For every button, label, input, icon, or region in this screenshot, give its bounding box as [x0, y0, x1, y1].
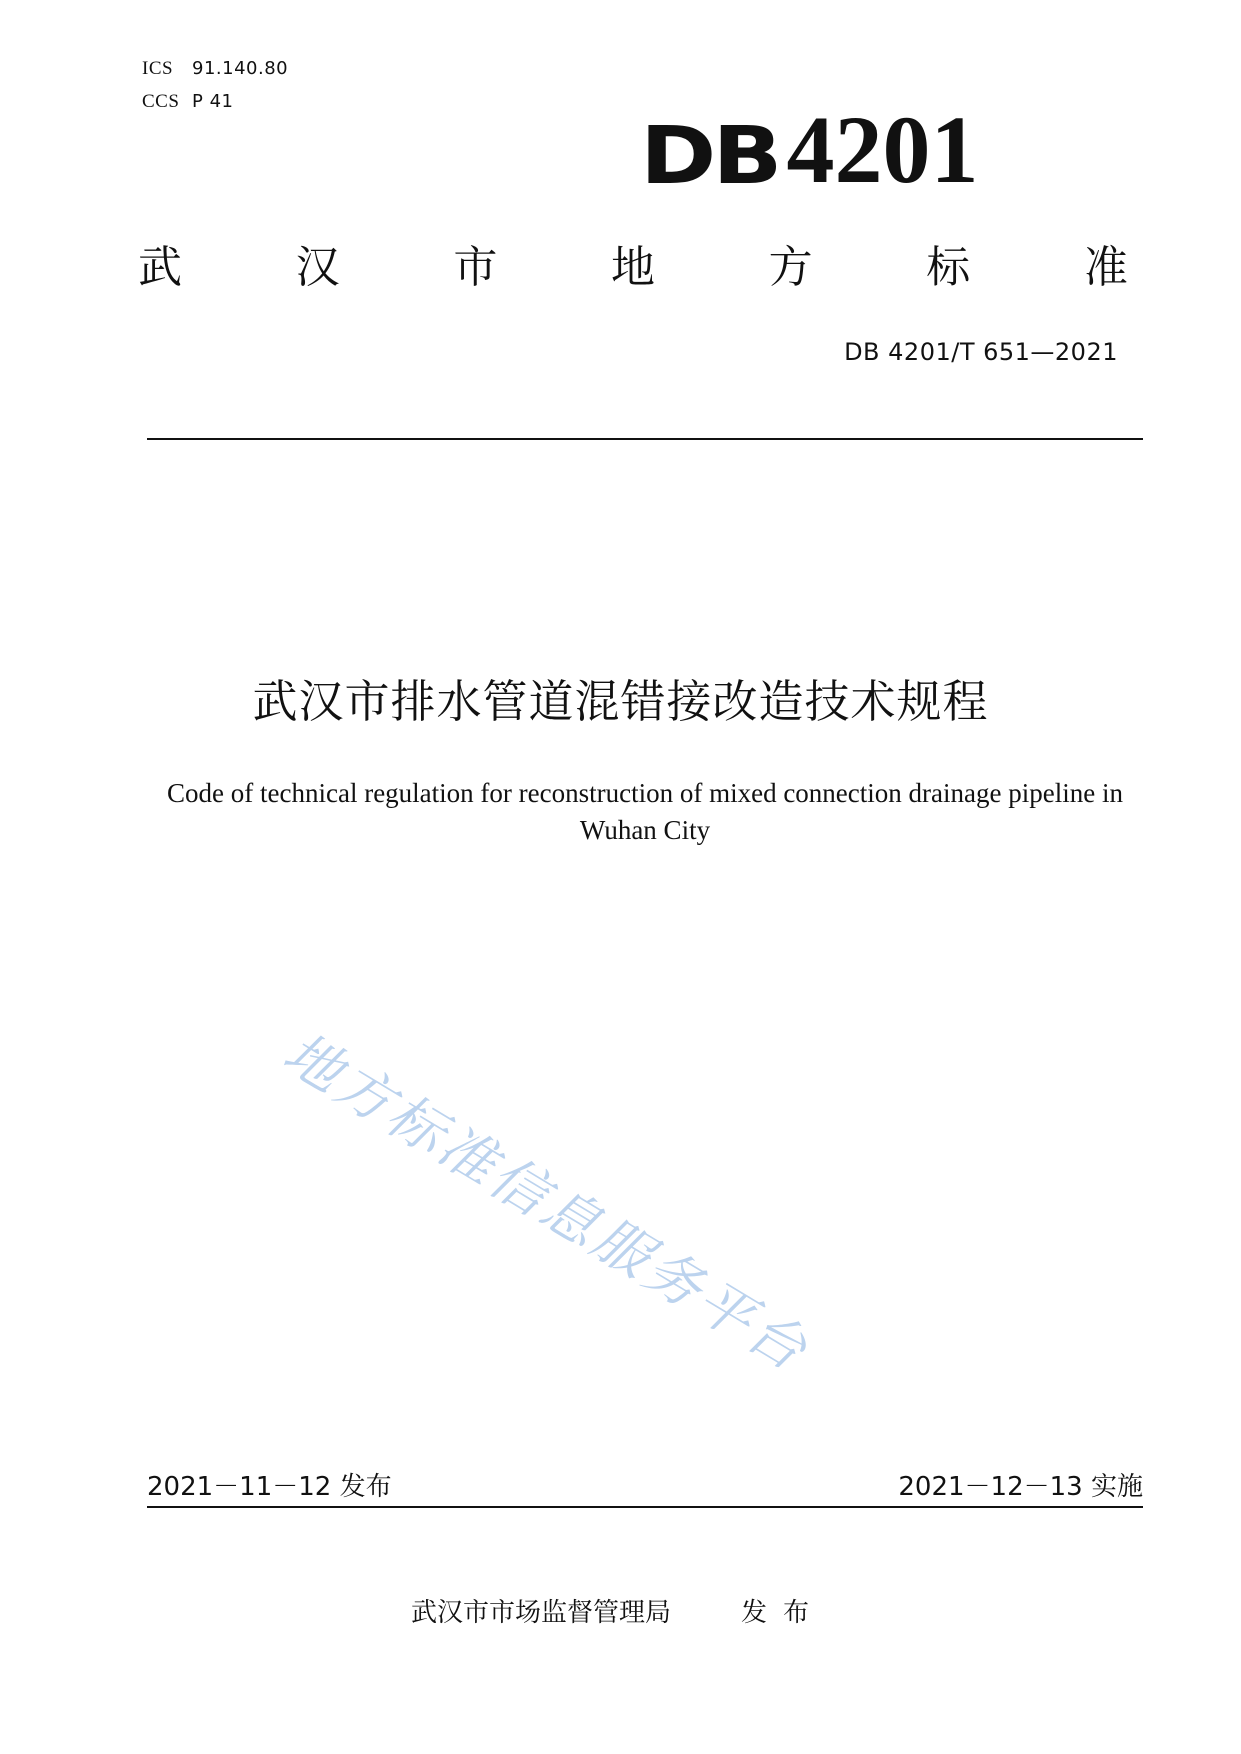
bottom-divider: [147, 1506, 1143, 1508]
ics-value: 91.140.80: [192, 58, 289, 79]
ics-label: ICS: [142, 58, 174, 79]
title-english: Code of technical regulation for reconstruction of mixed connection drainage pipeline in Wuhan City: [167, 778, 1123, 845]
standard-type-char: 市: [453, 242, 498, 293]
standard-code-number: 4201: [786, 96, 979, 203]
publisher-action: 发布: [741, 1598, 826, 1628]
publisher-name: 武汉市市场监督管理局: [411, 1598, 672, 1628]
standard-type-char: 武: [138, 242, 182, 293]
standard-code-prefix: DB: [640, 109, 779, 202]
ccs-label: CCS: [142, 91, 180, 112]
standard-type-char: 地: [610, 242, 655, 293]
standard-type: [138, 238, 1128, 298]
top-divider: [147, 438, 1143, 440]
standard-type-char: 方: [768, 242, 813, 293]
watermark: 地方标准信息服务平台: [272, 1020, 821, 1386]
ccs-code: [142, 91, 233, 113]
document-number: DB 4201/T 651—2021: [844, 338, 1118, 366]
title-chinese: 武汉市排水管道混错接改造技术规程: [252, 675, 989, 728]
standard-type-char: 汉: [295, 242, 340, 293]
ccs-value: P 41: [192, 91, 234, 112]
standard-type-char: 标: [926, 242, 971, 293]
ics-code: [142, 58, 288, 80]
release-date: 2021－11－12 发布: [147, 1472, 392, 1502]
standard-type-char: 准: [1083, 242, 1128, 293]
publisher: [411, 1592, 825, 1629]
implement-date: 2021－12－13 实施: [898, 1472, 1143, 1502]
standard-code: [640, 96, 1060, 203]
